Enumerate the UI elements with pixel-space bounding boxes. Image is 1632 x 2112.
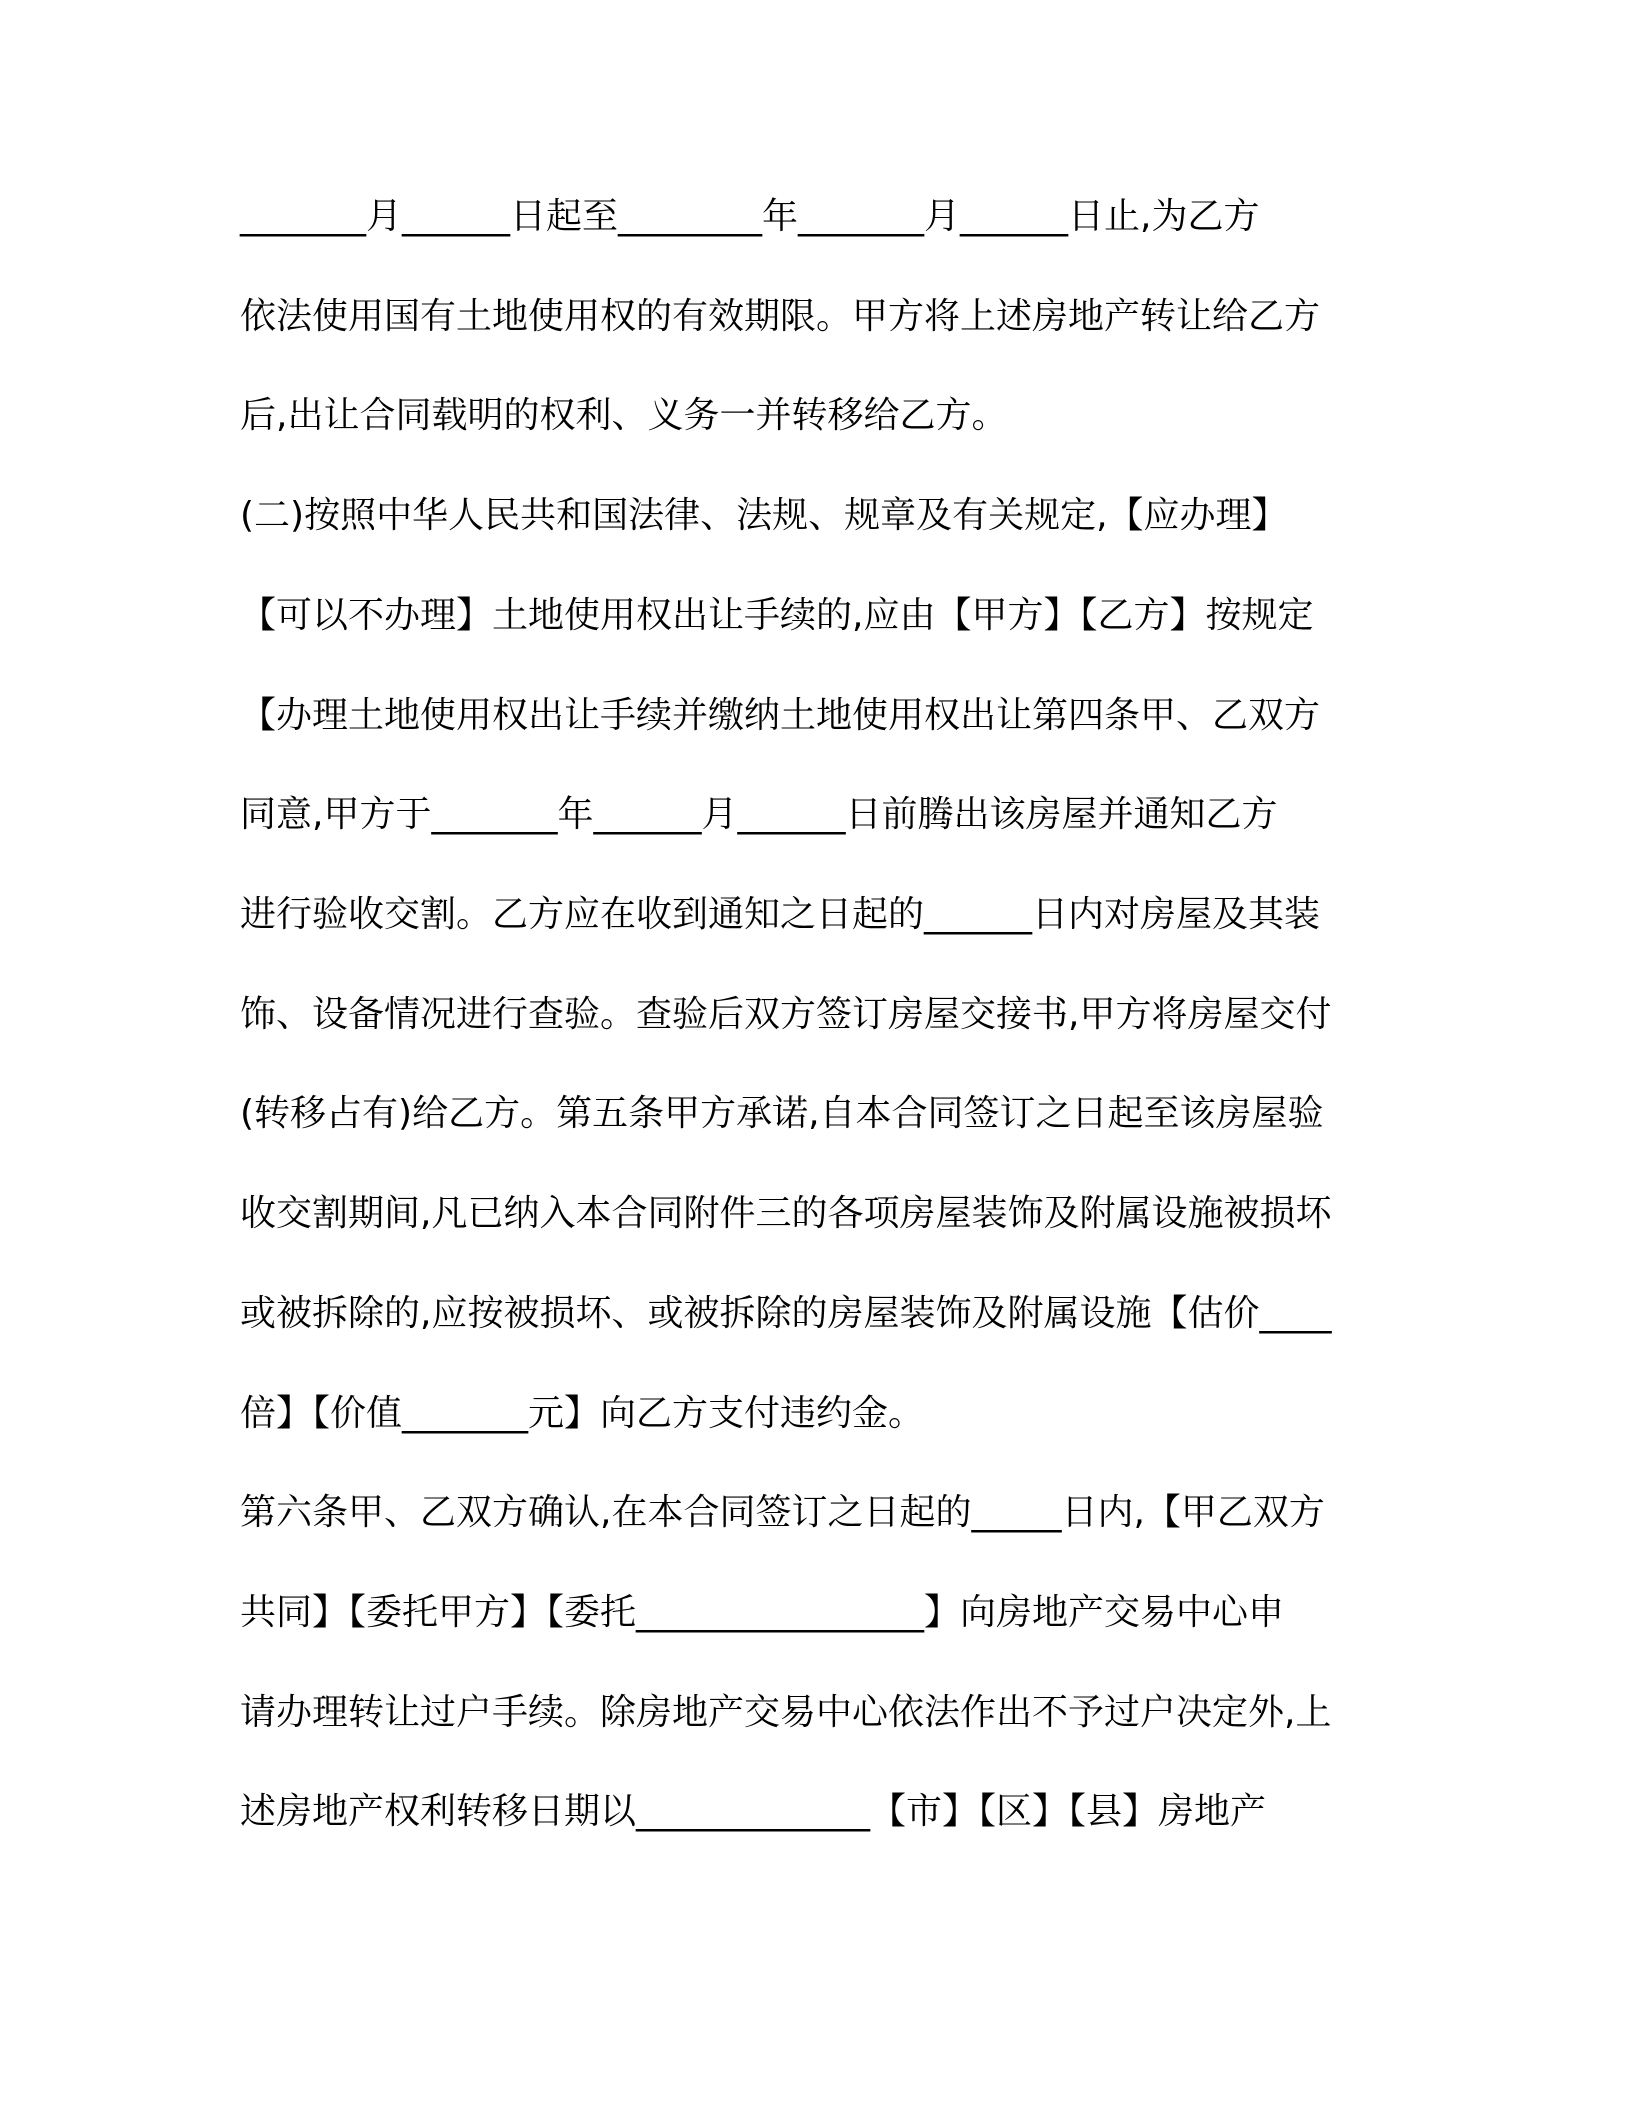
text-line: _______月______日起至________年_______月______日止,为乙方 — [240, 196, 1260, 237]
text-line: 饰、设备情况进行查验。查验后双方签订房屋交接书,甲方将房屋交付 — [240, 994, 1332, 1035]
text-line: (转移占有)给乙方。第五条甲方承诺,自本合同签订之日起至该房屋验 — [240, 1093, 1324, 1134]
text-line: 后,出让合同载明的权利、义务一并转移给乙方。 — [240, 395, 1008, 436]
text-line: 【办理土地使用权出让手续并缴纳土地使用权出让第四条甲、乙双方 — [240, 695, 1321, 736]
text-line: 或被拆除的,应按被损坏、或被拆除的房屋装饰及附属设施【估价____ — [240, 1293, 1332, 1334]
text-line: 进行验收交割。乙方应在收到通知之日起的______日内对房屋及其装 — [240, 894, 1321, 935]
text-line: 同意,甲方于_______年______月______日前腾出该房屋并通知乙方 — [240, 794, 1278, 835]
text-line: 【可以不办理】土地使用权出让手续的,应由【甲方】【乙方】按规定 — [240, 595, 1314, 636]
text-line: 倍】【价值_______元】向乙方支付违约金。 — [240, 1393, 925, 1434]
text-line: (二)按照中华人民共和国法律、法规、规章及有关规定,【应办理】 — [240, 495, 1288, 536]
text-line: 收交割期间,凡已纳入本合同附件三的各项房屋装饰及附属设施被损坏 — [240, 1193, 1332, 1234]
text-line: 依法使用国有土地使用权的有效期限。甲方将上述房地产转让给乙方 — [240, 296, 1321, 337]
text-line: 请办理转让过户手续。除房地产交易中心依法作出不予过户决定外,上 — [240, 1692, 1332, 1733]
text-line: 第六条甲、乙双方确认,在本合同签订之日起的_____日内,【甲乙双方 — [240, 1492, 1325, 1533]
text-line: 述房地产权利转移日期以_____________【市】【区】【县】房地产 — [240, 1791, 1267, 1832]
text-line: 共同】【委托甲方】【委托________________】向房地产交易中心申 — [240, 1592, 1285, 1633]
